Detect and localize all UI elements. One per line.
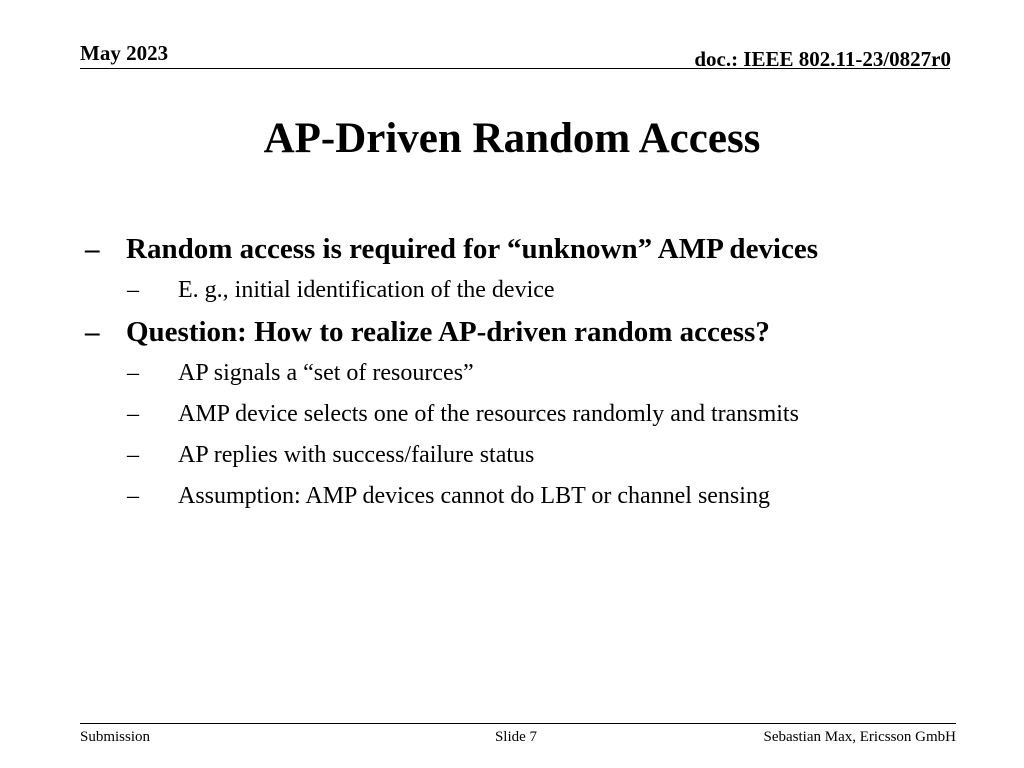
footer-author: Sebastian Max, Ericsson GmbH (763, 729, 956, 745)
header-doc-id: doc.: IEEE 802.11-23/0827r0 (694, 47, 951, 71)
bullet-dash: – (127, 360, 139, 386)
bullet-text: AP replies with success/failure status (178, 442, 535, 468)
bullet-text: Assumption: AMP devices cannot do LBT or channel sensing (178, 483, 770, 509)
bullet-level2 (85, 394, 945, 435)
bullet-text: E. g., initial identification of the device (178, 277, 555, 303)
bullet-text: Question: How to realize AP-driven random access? (126, 316, 770, 348)
bullet-dash: – (127, 442, 139, 468)
bullet-text: AP signals a “set of resources” (178, 360, 474, 386)
footer-divider (80, 723, 956, 724)
footer-slide-number: Slide 7 (494, 729, 538, 745)
bullet-text: Random access is required for “unknown” AMP devices (126, 233, 819, 265)
bullet-level2 (85, 353, 945, 394)
bullet-level2 (85, 270, 945, 311)
bullet-level2 (85, 435, 945, 476)
slide-title: AP-Driven Random Access (263, 115, 761, 162)
header-divider (80, 68, 950, 69)
bullet-dash: – (127, 401, 139, 427)
bullet-dash: – (127, 483, 139, 509)
bullet-dash: – (127, 277, 139, 303)
slide-content (85, 228, 945, 517)
bullet-text: AMP device selects one of the resources randomly and transmits (178, 401, 799, 427)
bullet-dash: – (85, 233, 100, 265)
footer-submission: Submission (80, 729, 151, 745)
bullet-level1 (85, 228, 945, 270)
bullet-dash: – (85, 316, 100, 348)
bullet-level2 (85, 476, 945, 517)
bullet-level1 (85, 311, 945, 353)
header-date: May 2023 (80, 41, 169, 65)
